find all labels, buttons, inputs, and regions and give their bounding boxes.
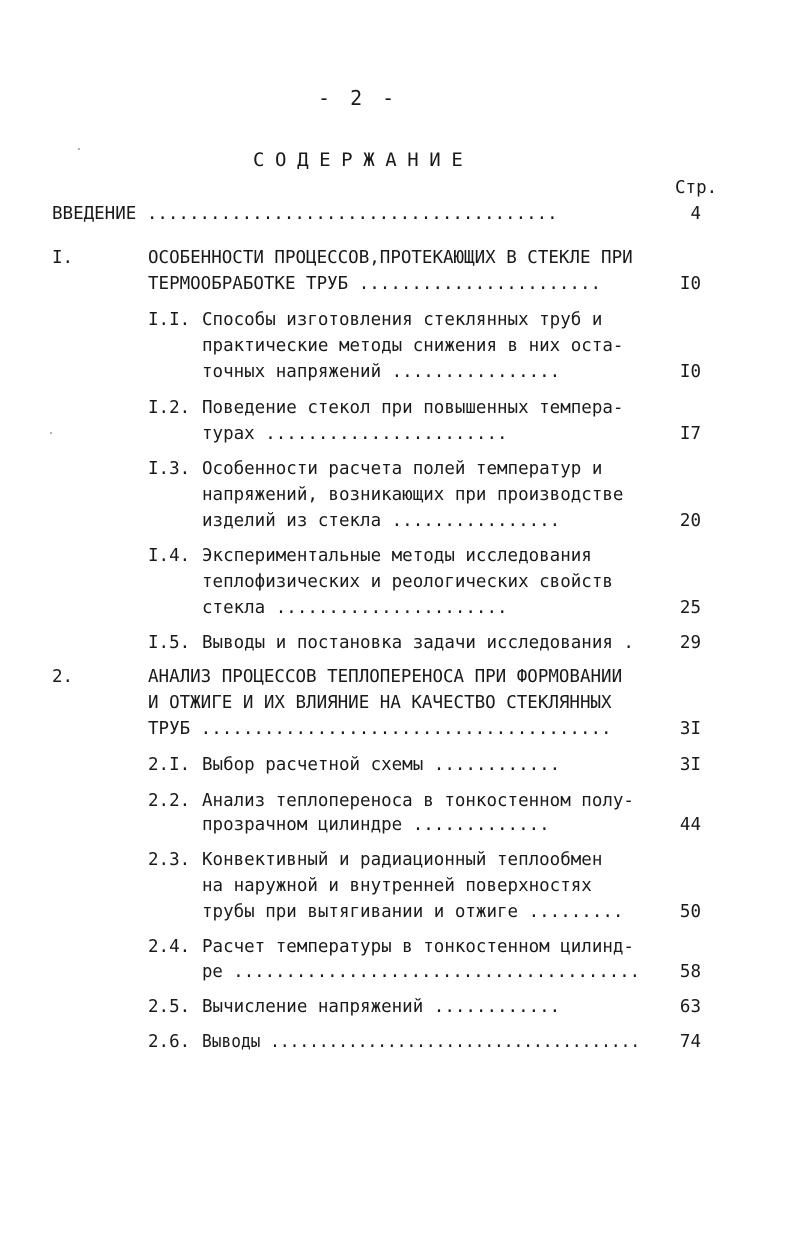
- toc-entry-number: I.3.: [148, 459, 191, 479]
- toc-entry-line: турах .......................: [202, 424, 508, 444]
- page-title: СОДЕРЖАНИЕ: [253, 149, 474, 171]
- toc-entry-page: 4: [690, 204, 701, 224]
- toc-entry-page: 20: [679, 511, 701, 531]
- toc-entry-page: 74: [679, 1032, 701, 1052]
- toc-entry-page: 63: [679, 997, 701, 1017]
- toc-entry-number: I.I.: [148, 310, 191, 330]
- toc-entry-line: Выводы и постановка задачи исследования .: [202, 633, 634, 653]
- toc-entry-line: трубы при вытягивании и отжиге .........: [202, 902, 624, 922]
- page-column-header: Стр.: [675, 178, 718, 198]
- toc-entry-line: АНАЛИЗ ПРОЦЕССОВ ТЕПЛОПЕРЕНОСА ПРИ ФОРМОВАНИИ: [148, 667, 623, 687]
- toc-entry-line: на наружной и внутренней поверхностях: [202, 876, 592, 896]
- toc-entry-line: ОСОБЕННОСТИ ПРОЦЕССОВ,ПРОТЕКАЮЩИХ В СТЕКЛЕ ПРИ: [148, 248, 633, 268]
- toc-entry-page: 29: [679, 633, 701, 653]
- toc-entry-line: изделий из стекла ................: [202, 511, 561, 531]
- toc-entry-number: 2.: [52, 667, 74, 687]
- toc-entry-page: 50: [679, 902, 701, 922]
- scan-speck: [50, 432, 52, 434]
- toc-entry-line: Анализ теплопереноса в тонкостенном полу-: [202, 791, 634, 811]
- toc-entry-line: ТРУБ .......................................: [148, 719, 612, 739]
- toc-entry-line: Особенности расчета полей температур и: [202, 459, 603, 479]
- toc-entry-page: I0: [679, 274, 701, 294]
- toc-entry-line: Поведение стекол при повышенных темпера-: [202, 398, 624, 418]
- scan-speck: [78, 148, 80, 150]
- toc-entry-line: практические методы снижения в них оста-: [202, 336, 624, 356]
- toc-entry-page: 44: [679, 815, 701, 835]
- toc-entry-page: I0: [679, 362, 701, 382]
- toc-entry-line: теплофизических и реологических свойств: [202, 572, 613, 592]
- toc-entry-number: I.: [52, 248, 74, 268]
- toc-entry-page: I7: [679, 424, 701, 444]
- toc-entry-number: I.2.: [148, 398, 191, 418]
- toc-entry-line: напряжений, возникающих при производстве: [202, 485, 624, 505]
- page-number: - 2 -: [318, 86, 399, 110]
- toc-entry-line: ВВЕДЕНИЕ .......................................: [52, 204, 558, 224]
- toc-entry-number: 2.4.: [148, 937, 191, 957]
- toc-entry-line: ТЕРМООБРАБОТКЕ ТРУБ .......................: [148, 274, 602, 294]
- toc-entry-page: 25: [679, 598, 701, 618]
- toc-entry-line: Конвективный и радиационный теплообмен: [202, 850, 603, 870]
- toc-entry-number: 2.5.: [148, 997, 191, 1017]
- toc-entry-number: 2.I.: [148, 755, 191, 775]
- toc-entry-line: И ОТЖИГЕ И ИХ ВЛИЯНИЕ НА КАЧЕСТВО СТЕКЛЯННЫХ: [148, 693, 612, 713]
- toc-entry-line: Выбор расчетной схемы ............: [202, 755, 561, 775]
- toc-entry-number: 2.2.: [148, 791, 191, 811]
- toc-entry-line: прозрачном цилиндре .............: [202, 815, 550, 835]
- toc-entry-line: Вычисление напряжений ............: [202, 997, 561, 1017]
- toc-entry-number: I.5.: [148, 633, 191, 653]
- toc-entry-line: ре .......................................: [202, 962, 641, 982]
- toc-entry-line: точных напряжений ................: [202, 362, 561, 382]
- toc-entry-line: Расчет температуры в тонкостенном цилинд-: [202, 937, 634, 957]
- toc-entry-page: 3I: [679, 755, 701, 775]
- toc-entry-line: Выводы ......................................: [202, 1032, 641, 1052]
- toc-entry-number: I.4.: [148, 546, 191, 566]
- toc-entry-page: 58: [679, 962, 701, 982]
- toc-entry-number: 2.6.: [148, 1032, 191, 1052]
- toc-entry-line: Экспериментальные методы исследования: [202, 546, 592, 566]
- toc-entry-page: 3I: [679, 719, 701, 739]
- toc-entry-line: стекла ......................: [202, 598, 508, 618]
- toc-entry-line: Способы изготовления стеклянных труб и: [202, 310, 603, 330]
- toc-entry-number: 2.3.: [148, 850, 191, 870]
